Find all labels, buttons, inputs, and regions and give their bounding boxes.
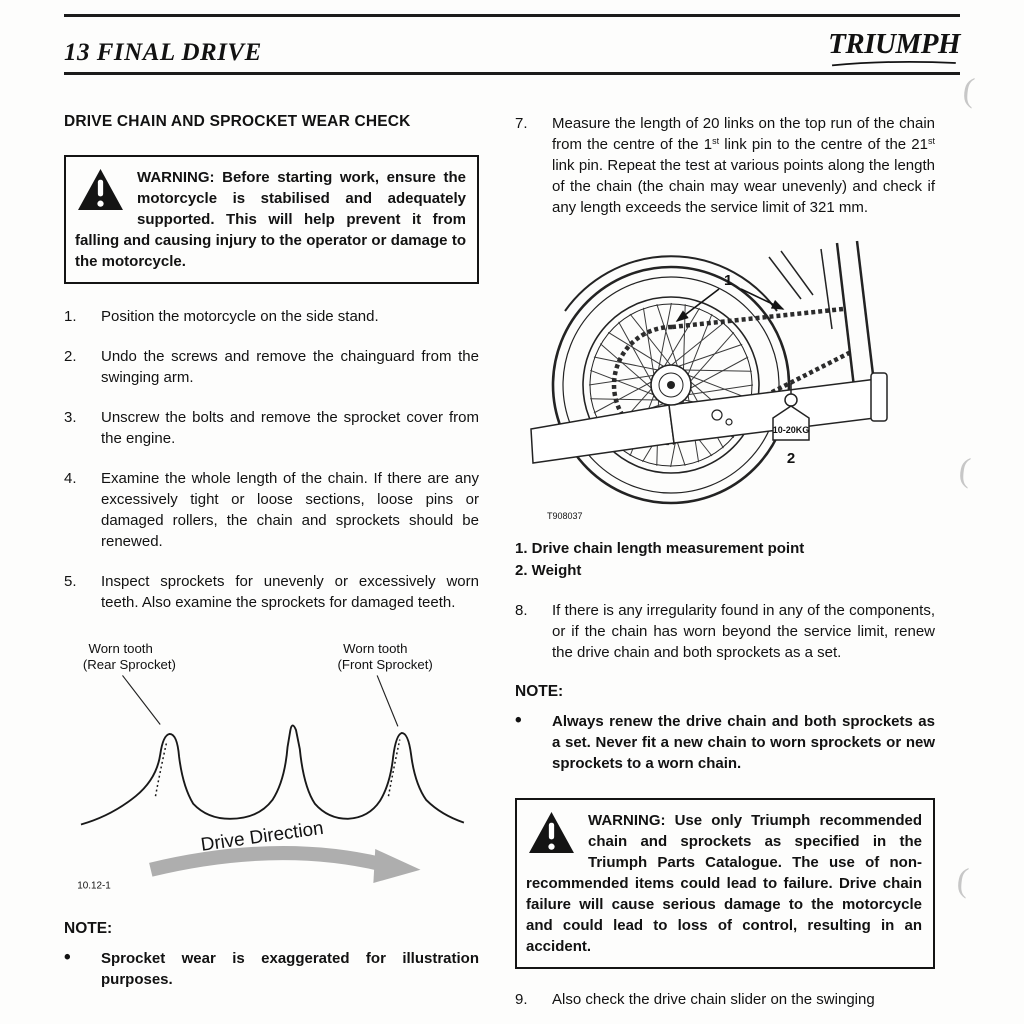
right-column — [515, 101, 935, 1024]
procedure-steps — [64, 306, 479, 613]
step-item — [515, 113, 935, 218]
step-item — [64, 468, 479, 552]
step-text: Undo the screws and remove the chainguard from the swinging arm. — [101, 348, 479, 386]
note-item — [64, 948, 479, 990]
callout-2: 2 — [786, 450, 796, 467]
drive-direction-arrow — [151, 853, 381, 870]
step7-superscript2: st — [927, 136, 935, 146]
scan-artifact: ( — [960, 71, 976, 110]
figure-label-rear-line2: (Rear Sprocket) — [82, 656, 176, 672]
sprocket-wear-diagram — [64, 637, 479, 895]
step-number: 9. — [515, 990, 528, 1008]
brand-logo — [828, 28, 960, 67]
figure-label-front-line1: Worn tooth — [343, 640, 408, 656]
bullet-icon: • — [64, 947, 71, 968]
step7-text-part2: link pin to the centre of the 21 — [719, 136, 928, 153]
step-text: Examine the whole length of the chain. If there are any excessively tight or loose sections, loose pins or damaged rollers, the chain and sprockets should be renewed. — [101, 470, 479, 550]
step-number: 3. — [64, 409, 77, 426]
figure-sprocket-wear — [64, 637, 479, 900]
note-text: Always renew the drive chain and both sprockets as a set. Never fit a new chain to worn sprockets or new sprockets to a worn chain. — [552, 712, 935, 772]
step-text: Position the motorcycle on the side stand. — [101, 308, 379, 325]
figure-label-front-line2: (Front Sprocket) — [337, 656, 433, 672]
step-text: Inspect sprockets for unevenly or excessively worn teeth. Also examine the sprockets for damaged teeth. — [101, 573, 479, 611]
note-item — [515, 711, 935, 774]
step-number: 5. — [64, 573, 77, 590]
scan-artifact: ( — [954, 861, 970, 900]
figure-number: 10.12-1 — [77, 880, 111, 892]
motorcycle-rear-wheel-diagram — [521, 237, 921, 527]
two-column-body — [64, 101, 960, 1024]
figure-code: T908037 — [547, 511, 583, 521]
figure-label-rear-line1: Worn tooth — [88, 640, 153, 656]
figure-caption: 2. Weight — [515, 561, 582, 579]
warning-text: WARNING: Use only Triumph recommended chain and sprockets as specified in the Triumph Parts Catalogue. The use of non-recommended items could lead to failure. Drive chain failure will cause serious damage to the motorcycle and could lead to loss of control, resulting in an accident. — [526, 811, 922, 955]
step-item — [64, 407, 479, 449]
weight-tag-label: 10-20KG — [772, 425, 810, 435]
figure-chain-measurement — [521, 237, 935, 532]
note-text: Sprocket wear is exaggerated for illustration purposes. — [101, 950, 479, 988]
drive-direction-label: Drive Direction — [199, 816, 325, 855]
step-item — [515, 600, 935, 663]
step-text — [552, 113, 935, 218]
step-text: Unscrew the bolts and remove the sprocket cover from the engine. — [101, 409, 479, 447]
left-column — [64, 101, 479, 1024]
section-heading: DRIVE CHAIN AND SPROCKET WEAR CHECK — [64, 113, 411, 130]
step-item — [64, 346, 479, 388]
brand-text: TRIUMPH — [828, 28, 960, 60]
step-number: 4. — [64, 470, 77, 487]
note-heading: NOTE: — [64, 920, 113, 937]
figure-caption: 1. Drive chain length measurement point — [515, 540, 805, 557]
header-rule — [64, 72, 960, 75]
warning-triangle-icon — [77, 168, 124, 211]
bullet-icon: • — [515, 709, 522, 731]
page-header — [64, 23, 960, 67]
step7-text-part1: Measure the length of 20 links on the top run of the chain from the centre of the 1 — [552, 115, 935, 153]
step7-text-part3: link pin. Repeat the test at various points along the length of the chain (the chain may wear unevenly) and check if any length exceeds the service limit of 321 mm. — [552, 157, 935, 216]
scan-artifact: ( — [956, 451, 972, 490]
step-item — [64, 571, 479, 613]
warning-triangle-icon — [528, 811, 575, 854]
step-number: 8. — [515, 601, 528, 619]
step-item — [515, 989, 935, 1010]
chapter-title: 13 FINAL DRIVE — [64, 39, 262, 66]
step-text: Also check the drive chain slider on the swinging — [552, 990, 875, 1008]
note-heading: NOTE: — [515, 682, 564, 700]
brand-swoosh-icon — [828, 59, 960, 67]
warning-box — [515, 798, 935, 969]
step7-superscript1: st — [712, 136, 720, 146]
callout-1: 1 — [724, 272, 733, 289]
warning-box — [64, 155, 479, 284]
step-text: If there is any irregularity found in any of the components, or if the chain has worn beyond the service limit, renew the drive chain and both sprockets as a set. — [552, 601, 935, 661]
figure-captions — [515, 538, 935, 582]
step-number: 7. — [515, 115, 528, 132]
step-number: 1. — [64, 308, 77, 325]
top-rule — [64, 14, 960, 17]
step-item — [64, 306, 479, 327]
weight-hook-icon — [785, 394, 797, 406]
warning-text: WARNING: Before starting work, ensure the motorcycle is stabilised and adequately supported. This will help prevent it from falling and causing injury to the operator or damage to the motorcycle. — [75, 169, 466, 270]
step-number: 2. — [64, 348, 77, 365]
sprocket-teeth-profile — [81, 725, 464, 824]
